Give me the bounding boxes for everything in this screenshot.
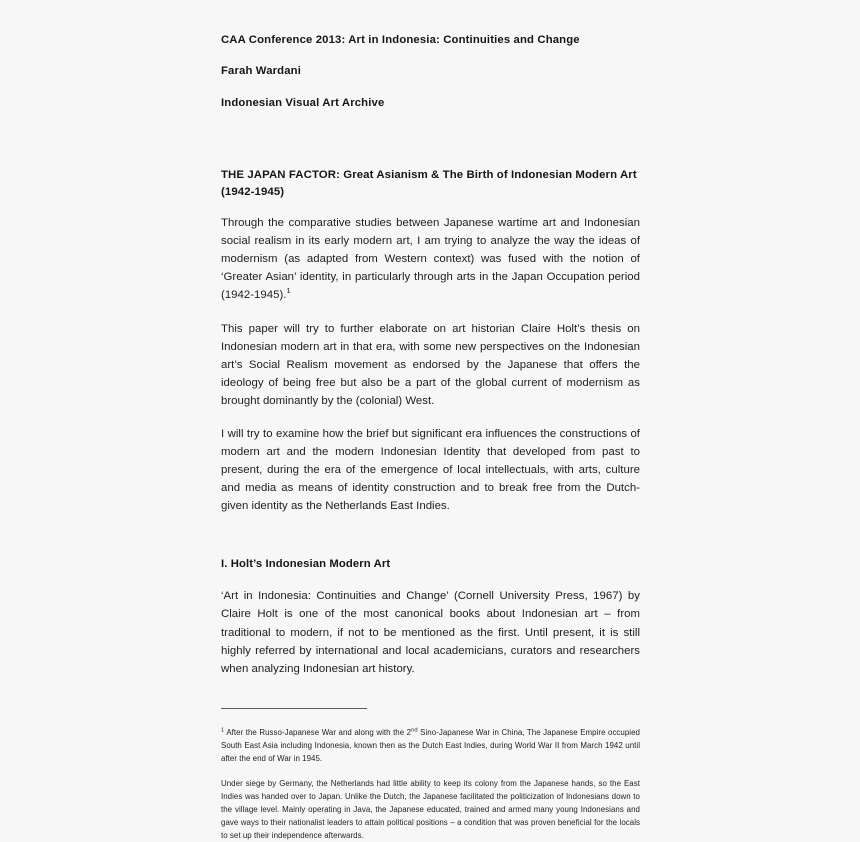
- footnote-1-ordinal: nd: [411, 726, 418, 733]
- footnote-area: [221, 708, 640, 842]
- footnote-separator-rule: [221, 708, 367, 709]
- paragraph-3: I will try to examine how the brief but significant era influences the constructions of modern art and the modern Indonesian Identity that developed from past to present, during the era of the emergence of local intellectuals, with arts, culture and media as means of identity construction and to break free from the Dutch-given identity as the Netherlands East Indies.: [221, 427, 640, 512]
- paragraph-1-text: Through the comparative studies between Japanese wartime art and Indonesian social realism in its early modern art, I am trying to analyze the way the ideas of modernism (as adapted from Western context) was fused with the notion of ‘Greater Asian’ identity, in particularly through arts in the Japan Occupation period (1942-1945).: [221, 217, 640, 302]
- author-affiliation: Indonesian Visual Art Archive: [221, 96, 385, 109]
- document-header: [221, 33, 640, 110]
- paragraph-1: [221, 214, 640, 304]
- section-paragraph-1: ‘Art in Indonesia: Continuities and Change’ (Cornell University Press, 1967) by Claire Holt is one of the most canonical books about Indonesian art – from traditional to modern, if not to be mentioned as the first. Until present, it is still highly referred by international and local academicians, curators and researchers when analyzing Indonesian art history.: [221, 590, 640, 675]
- footnote-1: [221, 726, 640, 765]
- footnote-1-part-b: Sino-Japanese War in China, The Japanese Empire occupied South East Asia including Indonesia, known then as the Dutch East Indies, during World War II from March 1942 until after the end of War in 1945.: [221, 727, 640, 763]
- footnote-number-1: 1: [221, 726, 225, 733]
- header-body-spacer: [221, 127, 640, 167]
- section-gap: [221, 530, 640, 557]
- section-heading-holt: I. Holt’s Indonesian Modern Art: [221, 557, 391, 570]
- author-name: Farah Wardani: [221, 65, 301, 78]
- footnote-1-part-a: After the Russo-Japanese War and along with the 2: [226, 727, 412, 737]
- footnote-ref-1[interactable]: 1: [286, 286, 291, 296]
- paragraph-2: This paper will try to further elaborate on art historian Claire Holt’s thesis on Indonesian modern art in that era, with some new perspectives on the Indonesian art’s Social Realism movement as endorsed by the Japanese that offers the ideology of being free but also be a part of the global current of modernism as brought dominantly by the (colonial) West.: [221, 322, 640, 407]
- conference-line: CAA Conference 2013: Art in Indonesia: Continuities and Change: [221, 34, 580, 46]
- page-title: THE JAPAN FACTOR: Great Asianism & The Birth of Indonesian Modern Art (1942-1945): [221, 169, 637, 198]
- footnote-1-continued: Under siege by Germany, the Netherlands had little ability to keep its colony from the Japanese hands, so the East Indies was handed over to Japan. Unlike the Dutch, the Japanese facilitated the politicization of Indonesians down to the village level. Mainly operating in Java, the Japanese educated, trained and armed many young Indonesians and gave ways to their nationalist leaders to attain political positions – a condition that was proven beneficial for the locals to set up their independence afterwards.: [221, 778, 640, 840]
